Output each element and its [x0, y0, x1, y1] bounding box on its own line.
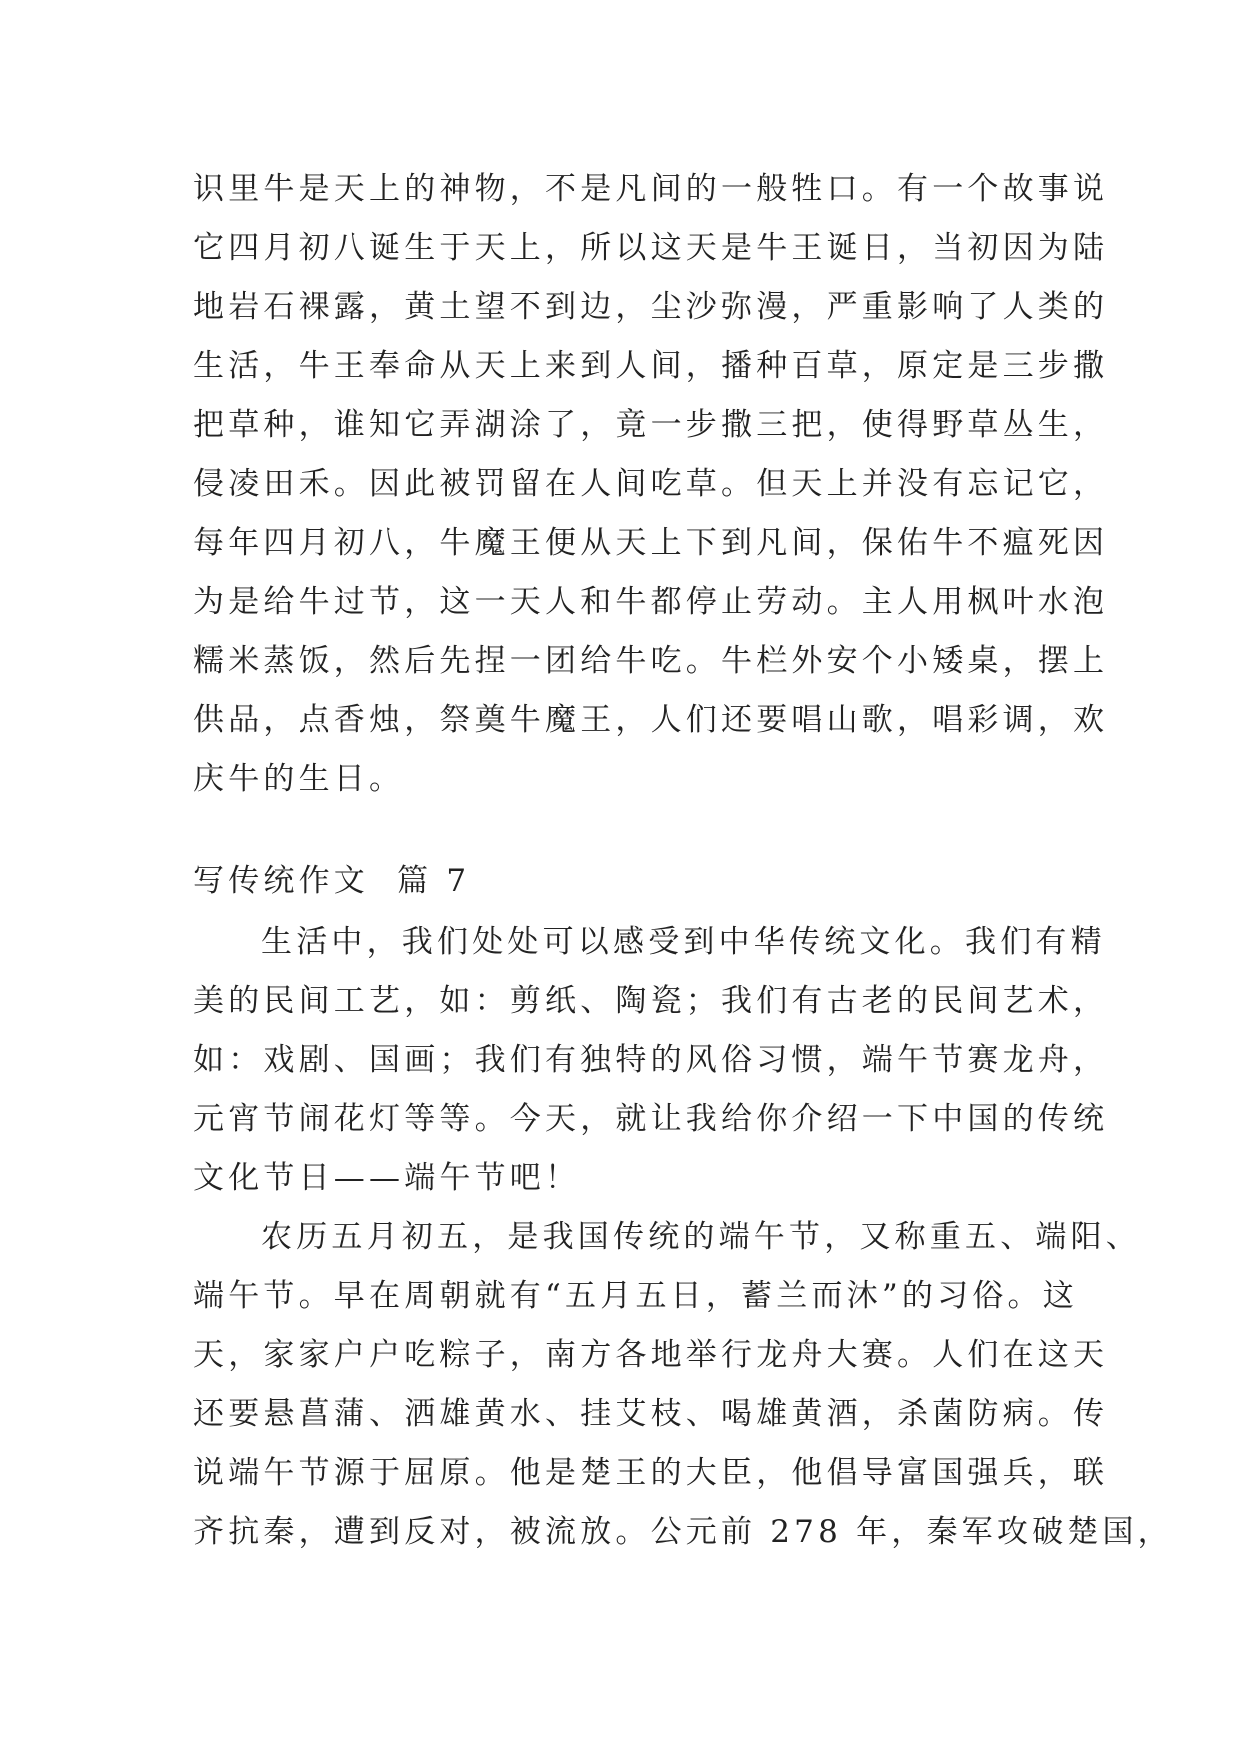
text-line: 识里牛是天上的神物，不是凡间的一般牲口。有一个故事说 — [193, 171, 1109, 207]
text-line: 每年四月初八，牛魔王便从天上下到凡间，保佑牛不瘟死因 — [193, 525, 1109, 561]
paragraph-1 — [193, 913, 1109, 1208]
text-line: 齐抗秦，遭到反对，被流放。公元前 278 年，秦军攻破楚国， — [193, 1514, 1173, 1550]
text-line: 地岩石裸露，黄土望不到边，尘沙弥漫，严重影响了人类的 — [193, 289, 1109, 325]
continuation-paragraph — [193, 160, 1109, 809]
text-line: 还要悬菖蒲、洒雄黄水、挂艾枝、喝雄黄酒，杀菌防病。传 — [193, 1396, 1109, 1432]
text-line: 农历五月初五，是我国传统的端午节，又称重五、端阳、 — [261, 1219, 1141, 1255]
text-line: 庆牛的生日。 — [193, 761, 405, 797]
paragraph-2 — [193, 1208, 1173, 1562]
text-line: 文化节日——端午节吧！ — [193, 1160, 581, 1196]
text-line: 糯米蒸饭，然后先捏一团给牛吃。牛栏外安个小矮桌，摆上 — [193, 643, 1109, 679]
text-line: 把草种，谁知它弄湖涂了，竟一步撒三把，使得野草丛生， — [193, 407, 1109, 443]
text-line: 供品，点香烛，祭奠牛魔王，人们还要唱山歌，唱彩调，欢 — [193, 702, 1109, 738]
essay-body — [193, 913, 1173, 1562]
text-line: 侵凌田禾。因此被罚留在人间吃草。但天上并没有忘记它， — [193, 466, 1109, 502]
text-line: 生活，牛王奉命从天上来到人间，播种百草，原定是三步撒 — [193, 348, 1109, 384]
text-line: 元宵节闹花灯等等。今天，就让我给你介绍一下中国的传统 — [193, 1101, 1109, 1137]
text-line: 如：戏剧、国画；我们有独特的风俗习惯，端午节赛龙舟， — [193, 1042, 1109, 1078]
section-heading: 写传统作文 篇 7 — [193, 863, 471, 899]
text-line: 天，家家户户吃粽子，南方各地举行龙舟大赛。人们在这天 — [193, 1337, 1109, 1373]
text-line: 为是给牛过节，这一天人和牛都停止劳动。主人用枫叶水泡 — [193, 584, 1109, 620]
text-line: 说端午节源于屈原。他是楚王的大臣，他倡导富国强兵，联 — [193, 1455, 1109, 1491]
text-line: 生活中，我们处处可以感受到中华传统文化。我们有精 — [261, 924, 1106, 960]
text-line: 美的民间工艺，如：剪纸、陶瓷；我们有古老的民间艺术， — [193, 983, 1109, 1019]
text-line: 它四月初八诞生于天上，所以这天是牛王诞日，当初因为陆 — [193, 230, 1109, 266]
text-line: 端午节。早在周朝就有“五月五日，蓄兰而沐”的习俗。这 — [193, 1278, 1078, 1314]
